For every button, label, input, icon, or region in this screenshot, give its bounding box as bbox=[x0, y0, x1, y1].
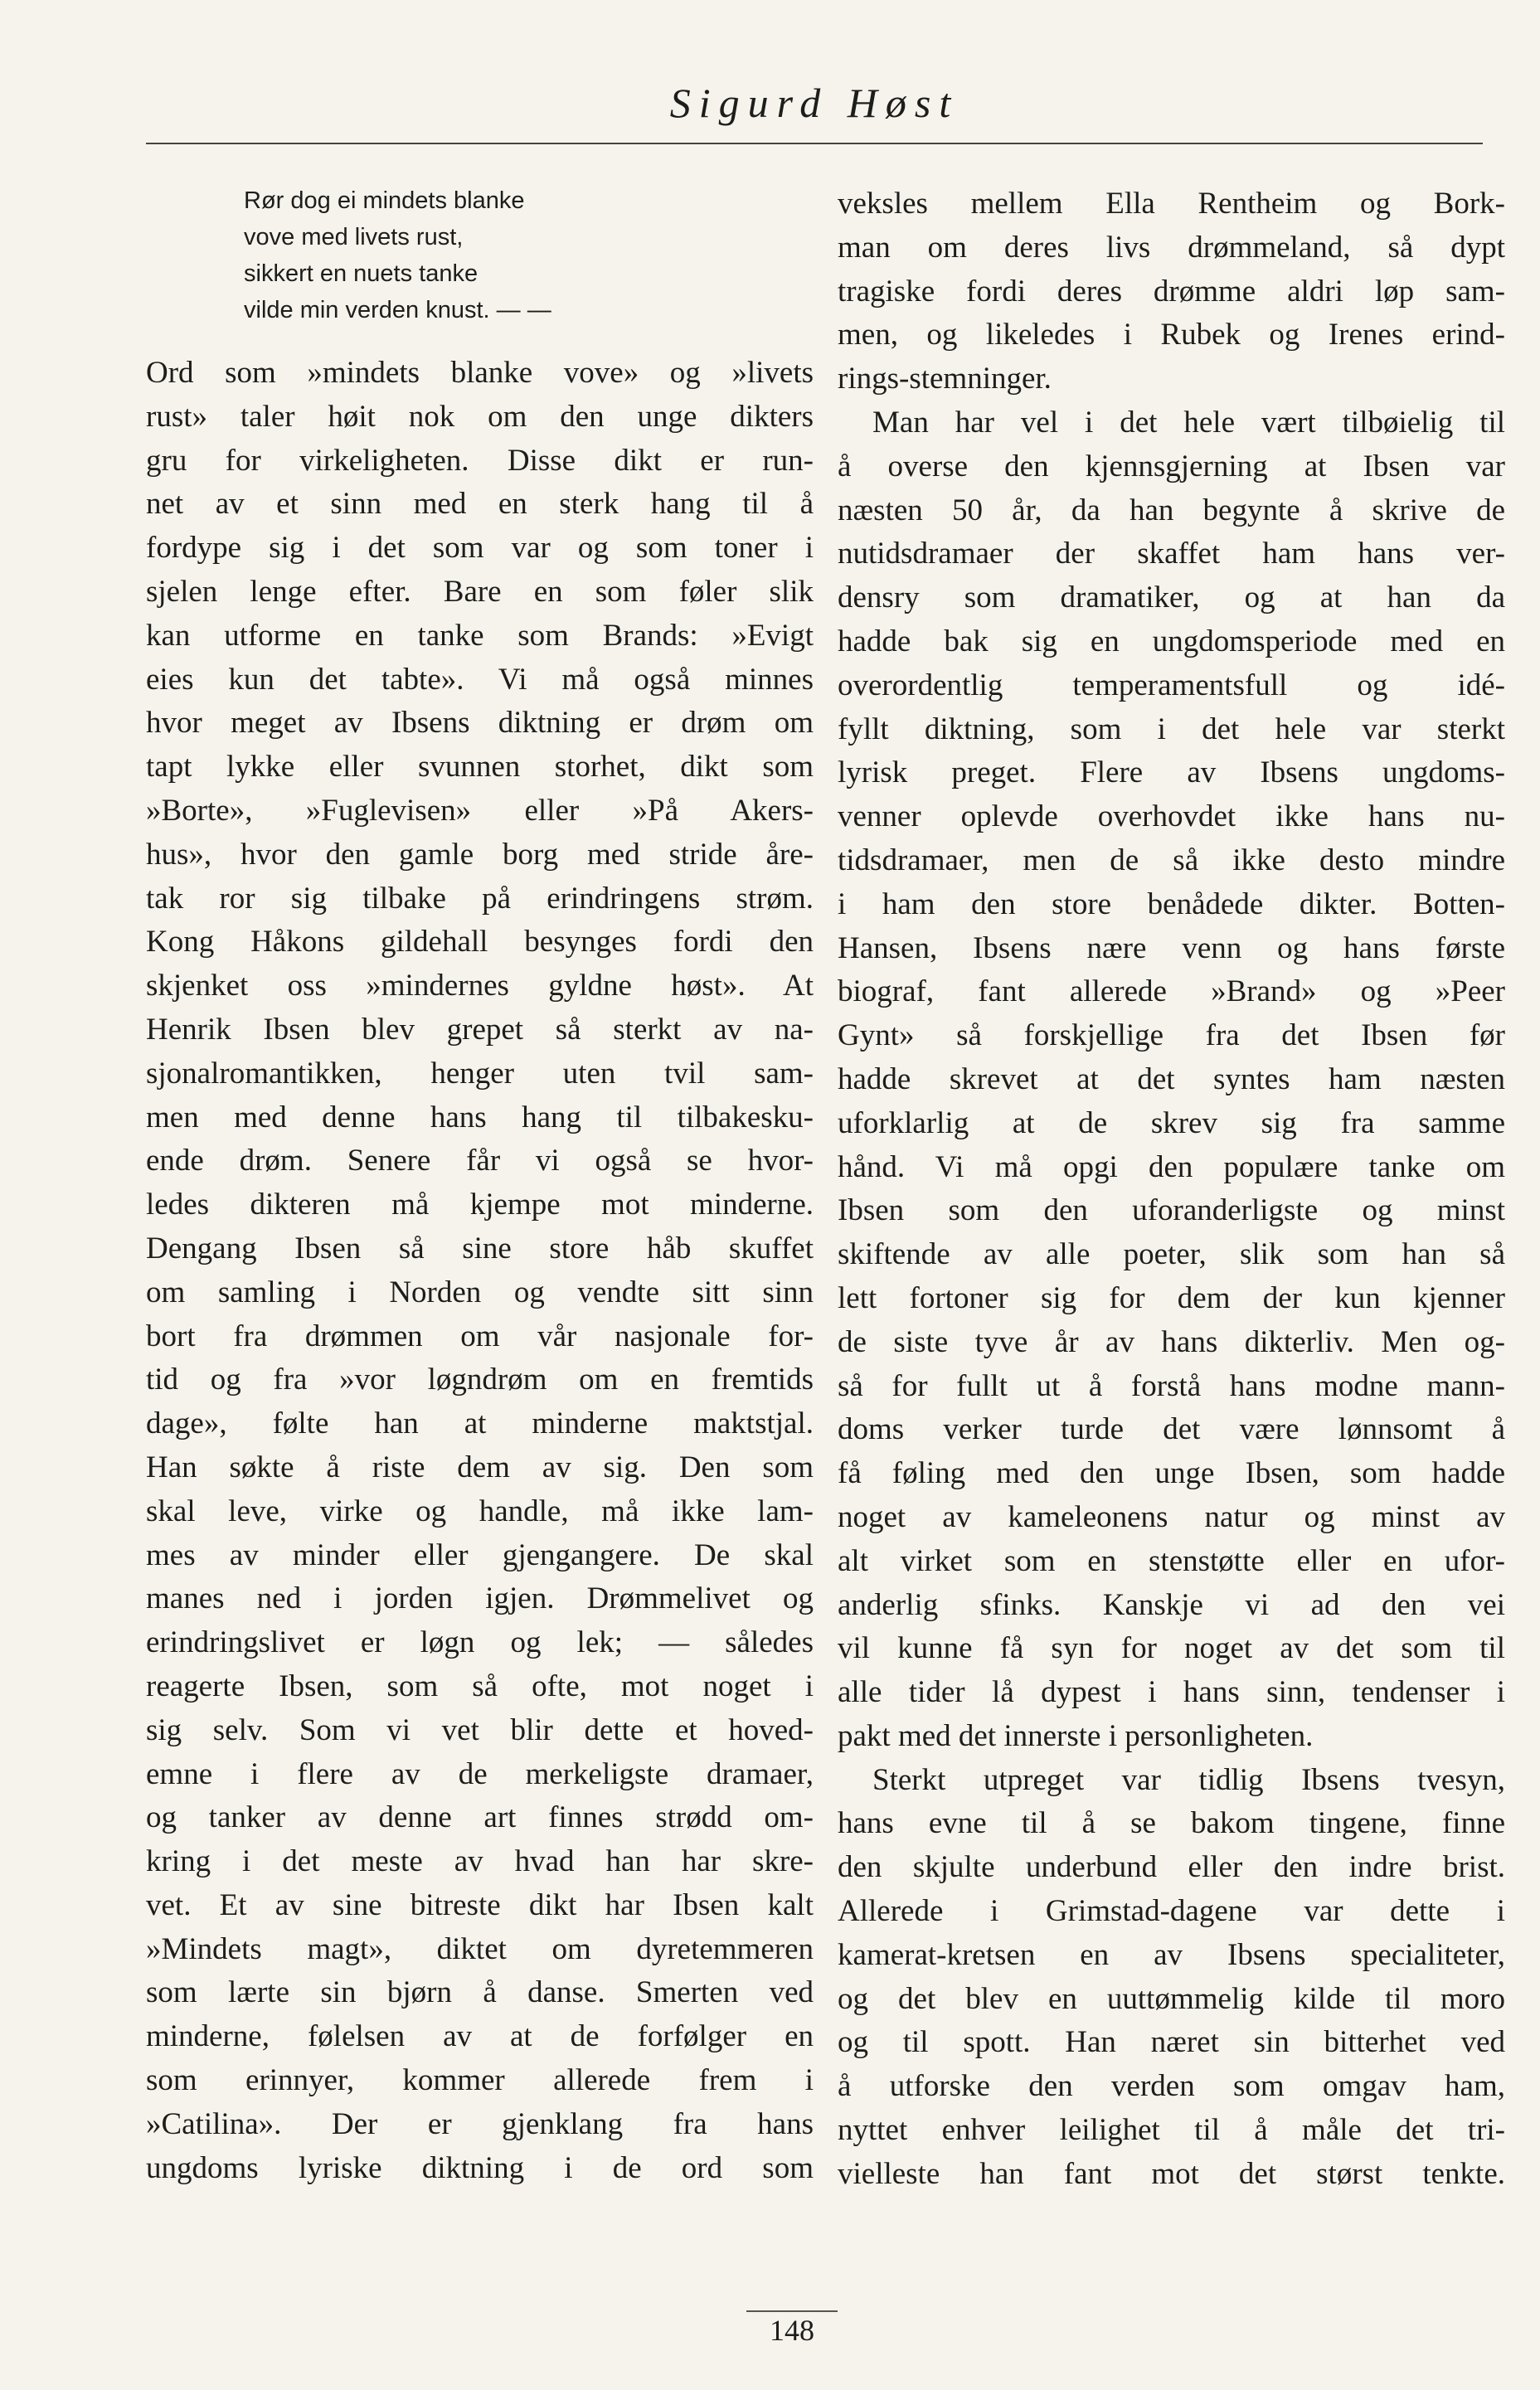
running-head-title: Sigurd Høst bbox=[669, 80, 959, 126]
text-line: som erinnyer, kommer allerede frem i bbox=[146, 2063, 814, 2098]
running-head bbox=[146, 76, 1483, 144]
text-line: lett fortoner sig for dem der kun kjenner bbox=[838, 1280, 1505, 1315]
text-line: vil kunne få syn for noget av det som til bbox=[838, 1631, 1505, 1666]
text-line: eies kun det tabte». Vi må også minnes bbox=[146, 662, 814, 697]
text-line: gru for virkeligheten. Disse dikt er run- bbox=[146, 443, 814, 478]
text-line: Sterkt utpreget var tidlig Ibsens tvesyn, bbox=[872, 1762, 1505, 1797]
text-line: minderne, følelsen av at de forfølger en bbox=[146, 2019, 814, 2054]
text-line: anderlig sfinks. Kanskje vi ad den vei bbox=[838, 1587, 1505, 1622]
text-line: dage», følte han at minderne maktstjal. bbox=[146, 1406, 814, 1441]
text-line: doms verker turde det være lønnsomt å bbox=[838, 1412, 1505, 1447]
text-line: ledes dikteren må kjempe mot minderne. bbox=[146, 1188, 814, 1222]
text-line: venner oplevde overhovdet ikke hans nu- bbox=[838, 799, 1505, 834]
text-line: Allerede i Grimstad-dagene var dette i bbox=[838, 1894, 1505, 1929]
text-line: overordentlig temperamentsfull og idé- bbox=[838, 668, 1505, 702]
text-line: Kong Håkons gildehall besynges fordi den bbox=[146, 925, 814, 959]
text-line: og det blev en uuttømmelig kilde til moro bbox=[838, 1981, 1505, 2016]
text-line: og til spott. Han næret sin bitterhet ved bbox=[838, 2025, 1505, 2060]
text-line: hus», hvor den gamle borg med stride åre- bbox=[146, 837, 814, 872]
text-line: nutidsdramaer der skaffet ham hans ver- bbox=[838, 537, 1505, 571]
text-line: noget av kameleonens natur og minst av bbox=[838, 1499, 1505, 1534]
text-line: skiftende av alle poeter, slik som han så bbox=[838, 1237, 1505, 1272]
text-line: »Catilina». Der er gjenklang fra hans bbox=[146, 2106, 814, 2141]
text-line: men, og likeledes i Rubek og Irenes erind- bbox=[838, 318, 1505, 352]
left-column bbox=[146, 182, 814, 2190]
text-line: vet. Et av sine bitreste dikt har Ibsen kalt bbox=[146, 1887, 814, 1922]
text-line: lyrisk preget. Flere av Ibsens ungdoms- bbox=[838, 755, 1505, 790]
text-line: kamerat-kretsen en av Ibsens specialiteter, bbox=[838, 1937, 1505, 1972]
text-line: den skjulte underbund eller den indre brist. bbox=[838, 1850, 1505, 1885]
text-line: fyllt diktning, som i det hele var sterkt bbox=[838, 712, 1505, 746]
text-line: Man har vel i det hele vært tilbøielig til bbox=[872, 405, 1505, 440]
text-line: densry som dramatiker, og at han da bbox=[838, 580, 1505, 615]
text-line: tidsdramaer, men de så ikke desto mindre bbox=[838, 843, 1505, 877]
text-line: Henrik Ibsen blev grepet så sterkt av na- bbox=[146, 1012, 814, 1047]
text-line: ungdoms lyriske diktning i de ord som bbox=[146, 2150, 814, 2185]
text-line: kring i det meste av hvad han har skre- bbox=[146, 1844, 814, 1879]
text-line: pakt med det innerste i personligheten. bbox=[838, 1718, 1314, 1753]
text-line: Ibsen som den uforanderligste og minst bbox=[838, 1193, 1505, 1228]
text-line: mes av minder eller gjengangere. De skal bbox=[146, 1537, 814, 1572]
text-line: tid og fra »vor løgndrøm om en fremtids bbox=[146, 1363, 814, 1397]
verse-line: sikkert en nuets tanke bbox=[244, 260, 479, 287]
text-line: og tanker av denne art finnes strødd om- bbox=[146, 1800, 814, 1835]
text-line: få føling med den unge Ibsen, som hadde bbox=[838, 1456, 1505, 1491]
text-line: alt virket som en stenstøtte eller en ufor- bbox=[838, 1543, 1505, 1578]
text-line: biograf, fant allerede »Brand» og »Peer bbox=[838, 974, 1505, 1009]
verse-block bbox=[244, 182, 814, 328]
text-line: Gynt» så forskjellige fra det Ibsen før bbox=[838, 1018, 1505, 1053]
text-line: skal leve, virke og handle, må ikke lam- bbox=[146, 1494, 814, 1528]
text-line: sjonalromantikken, henger uten tvil sam- bbox=[146, 1056, 814, 1091]
text-line: reagerte Ibsen, som så ofte, mot noget i bbox=[146, 1669, 814, 1703]
text-line: rings-stemninger. bbox=[838, 362, 1052, 396]
text-line: skjenket oss »mindernes gyldne høst». At bbox=[146, 969, 814, 1003]
text-line: tak ror sig tilbake på erindringens strøm. bbox=[146, 881, 814, 916]
text-line: i ham den store benådede dikter. Botten- bbox=[838, 887, 1505, 921]
text-line: hånd. Vi må opgi den populære tanke om bbox=[838, 1149, 1505, 1184]
text-line: hvor meget av Ibsens diktning er drøm om bbox=[146, 706, 814, 741]
text-line: de siste tyve år av hans dikterliv. Men og- bbox=[838, 1324, 1505, 1359]
text-line: veksles mellem Ella Rentheim og Bork- bbox=[838, 187, 1505, 221]
text-line: sjelen lenge efter. Bare en som føler slik bbox=[146, 574, 814, 609]
text-line: hans evne til å se bakom tingene, finne bbox=[838, 1806, 1505, 1841]
text-line: Dengang Ibsen så sine store håb skuffet bbox=[146, 1231, 814, 1265]
page-number: 148 bbox=[746, 2310, 838, 2349]
text-line: hadde bak sig en ungdomsperiode med en bbox=[838, 624, 1505, 658]
text-line: så for fullt ut å forstå hans modne mann- bbox=[838, 1368, 1505, 1403]
verse-line: vove med livets rust, bbox=[244, 224, 464, 250]
text-line: nyttet enhver leilighet til å måle det tri- bbox=[838, 2113, 1505, 2148]
text-line: alle tider lå dypest i hans sinn, tendenser i bbox=[838, 1675, 1505, 1710]
text-line: Hansen, Ibsens nære venn og hans første bbox=[838, 930, 1505, 965]
text-line: å overse den kjennsgjerning at Ibsen var bbox=[838, 449, 1505, 483]
text-line: emne i flere av de merkeligste dramaer, bbox=[146, 1756, 814, 1791]
text-line: ende drøm. Senere får vi også se hvor- bbox=[146, 1144, 814, 1178]
text-line: net av et sinn med en sterk hang til å bbox=[146, 487, 814, 522]
text-line: »Borte», »Fuglevisen» eller »På Akers- bbox=[146, 793, 814, 828]
text-line: sig selv. Som vi vet blir dette et hoved- bbox=[146, 1712, 814, 1747]
text-line: »Mindets magt», diktet om dyretemmeren bbox=[146, 1931, 814, 1966]
text-line: erindringslivet er løgn og lek; — således bbox=[146, 1625, 814, 1660]
text-line: tragiske fordi deres drømme aldri løp sam- bbox=[838, 274, 1505, 308]
verse-line: vilde min verden knust. — — bbox=[244, 297, 551, 323]
right-column bbox=[838, 182, 1505, 2197]
text-line: fordype sig i det som var og som toner i bbox=[146, 531, 814, 566]
text-line: rust» taler høit nok om den unge dikters bbox=[146, 399, 814, 434]
text-line: men med denne hans hang til tilbakesku- bbox=[146, 1100, 814, 1134]
text-line: Han søkte å riste dem av sig. Den som bbox=[146, 1450, 814, 1484]
text-line: kan utforme en tanke som Brands: »Evigt bbox=[146, 618, 814, 653]
text-line: å utforske den verden som omgav ham, bbox=[838, 2069, 1505, 2104]
text-line: om samling i Norden og vendte sitt sinn bbox=[146, 1275, 814, 1309]
text-line: bort fra drømmen om vår nasjonale for- bbox=[146, 1319, 814, 1353]
text-line: manes ned i jorden igjen. Drømmelivet og bbox=[146, 1581, 814, 1616]
verse-line: Rør dog ei mindets blanke bbox=[244, 187, 525, 214]
text-line: man om deres livs drømmeland, så dypt bbox=[838, 230, 1505, 265]
text-line: hadde skrevet at det syntes ham næsten bbox=[838, 1061, 1505, 1096]
text-line: som lærte sin bjørn å danse. Smerten ved bbox=[146, 1975, 814, 2010]
text-line: uforklarlig at de skrev sig fra samme bbox=[838, 1105, 1505, 1140]
text-line: Ord som »mindets blanke vove» og »livets bbox=[146, 356, 814, 390]
text-line: næsten 50 år, da han begynte å skrive de bbox=[838, 493, 1505, 527]
text-line: tapt lykke eller svunnen storhet, dikt som bbox=[146, 750, 814, 785]
text-line: vielleste han fant mot det størst tenkte. bbox=[838, 2156, 1505, 2191]
